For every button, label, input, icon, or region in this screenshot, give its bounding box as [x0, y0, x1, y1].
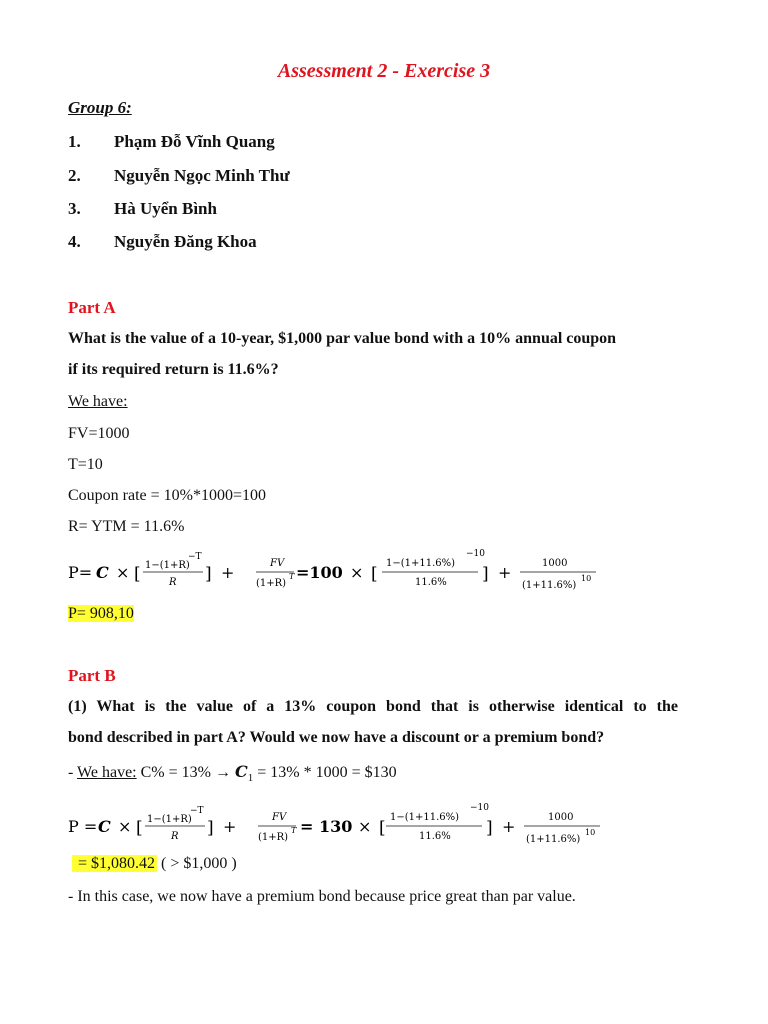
part-b-question-line2: bond described in part A? Would we now have a discount or a premium bond?: [68, 729, 605, 746]
formula-den1: R: [169, 577, 177, 588]
bracket-close: ]: [207, 818, 214, 838]
bracket-open: [: [379, 818, 386, 838]
page-title: Assessment 2 - Exercise 3: [277, 60, 491, 82]
part-b-formula-svg: [68, 798, 628, 848]
part-b-question-line1: (1) What is the value of a 13% coupon bond that is otherwise identical to the: [68, 698, 678, 715]
formula-plus: +: [223, 817, 237, 836]
formula-exp4: 10: [585, 828, 596, 837]
formula-num3: 1−(1+11.6%): [386, 558, 456, 569]
formula-num1: 1−(1+R): [147, 814, 192, 825]
formula-p: P =: [68, 817, 98, 836]
formula-den3: 11.6%: [415, 577, 447, 588]
part-a-coupon: Coupon rate = 10%*1000=100: [68, 487, 267, 504]
member-item: 4. Nguyễn Đăng Khoa: [68, 232, 257, 251]
member-item: 1. Phạm Đỗ Vĩnh Quang: [68, 132, 275, 151]
bracket-open: [: [134, 564, 141, 584]
formula-den4: (1+11.6%): [522, 580, 577, 591]
bracket-close: ]: [482, 564, 489, 584]
formula-p: P=: [68, 563, 93, 582]
formula-exp1: −T: [188, 552, 202, 562]
part-a-question-line1: What is the value of a 10-year, $1,000 par value bond with a 10% annual coupon: [68, 330, 617, 347]
bracket-open: [: [136, 818, 143, 838]
formula-num3: 1−(1+11.6%): [390, 812, 460, 823]
formula-num4: 1000: [542, 558, 568, 569]
part-b-heading: Part B: [68, 666, 116, 685]
formula-c: C: [96, 563, 109, 582]
formula-exp3: −10: [466, 549, 485, 559]
part-a-we-have: We have:: [68, 393, 128, 410]
formula-exp2: T: [291, 826, 297, 835]
bracket-open: [: [371, 564, 378, 584]
part-a-result: P= 908,10: [68, 605, 134, 622]
formula-plus: +: [502, 817, 516, 836]
formula-den2: (1+R): [258, 832, 289, 843]
formula-den1: R: [171, 831, 179, 842]
bracket-close: ]: [205, 564, 212, 584]
formula-num2: FV: [272, 812, 287, 823]
formula-plus: +: [498, 563, 512, 582]
formula-exp3: −10: [470, 803, 489, 813]
formula-times: ×: [118, 817, 132, 836]
part-a-formula: [68, 544, 628, 591]
part-a-t: T=10: [68, 456, 103, 473]
formula-exp1: −T: [190, 806, 204, 816]
formula-eq-val: = 130: [300, 817, 353, 836]
formula-num1: 1−(1+R): [145, 560, 190, 571]
formula-den4: (1+11.6%): [526, 834, 581, 845]
part-a-formula-svg: [68, 544, 628, 594]
bracket-close: ]: [486, 818, 493, 838]
formula-exp4: 10: [581, 574, 592, 583]
formula-times: ×: [350, 563, 364, 582]
formula-c: C: [98, 817, 111, 836]
member-item: 2. Nguyễn Ngọc Minh Thư: [68, 166, 290, 185]
formula-num2: FV: [270, 558, 285, 569]
part-b-result: = $1,080.42 ( > $1,000 ): [72, 855, 237, 873]
group-label: Group 6:: [68, 98, 132, 117]
part-a-fv: FV=1000: [68, 425, 130, 442]
member-item: 3. Hà Uyển Bình: [68, 199, 217, 218]
formula-num4: 1000: [548, 812, 574, 823]
part-a-ytm: R= YTM = 11.6%: [68, 518, 185, 535]
part-b-we-have: - We have: $C\% = 13\% \to C_1 = 13\% * 1000$ = $130: [68, 762, 397, 785]
formula-exp2: T: [289, 572, 295, 581]
formula-times: ×: [116, 563, 130, 582]
part-a-question-line2: if its required return is 11.6%?: [68, 361, 279, 378]
part-b-formula: [68, 798, 628, 845]
formula-eq-val: =100: [296, 563, 343, 582]
formula-den2: (1+R): [256, 578, 287, 589]
formula-den3: 11.6%: [419, 831, 451, 842]
formula-times: ×: [358, 817, 372, 836]
formula-plus: +: [221, 563, 235, 582]
part-a-heading: Part A: [68, 298, 116, 317]
part-b-conclusion: - In this case, we now have a premium bond because price great than par value.: [68, 888, 576, 905]
